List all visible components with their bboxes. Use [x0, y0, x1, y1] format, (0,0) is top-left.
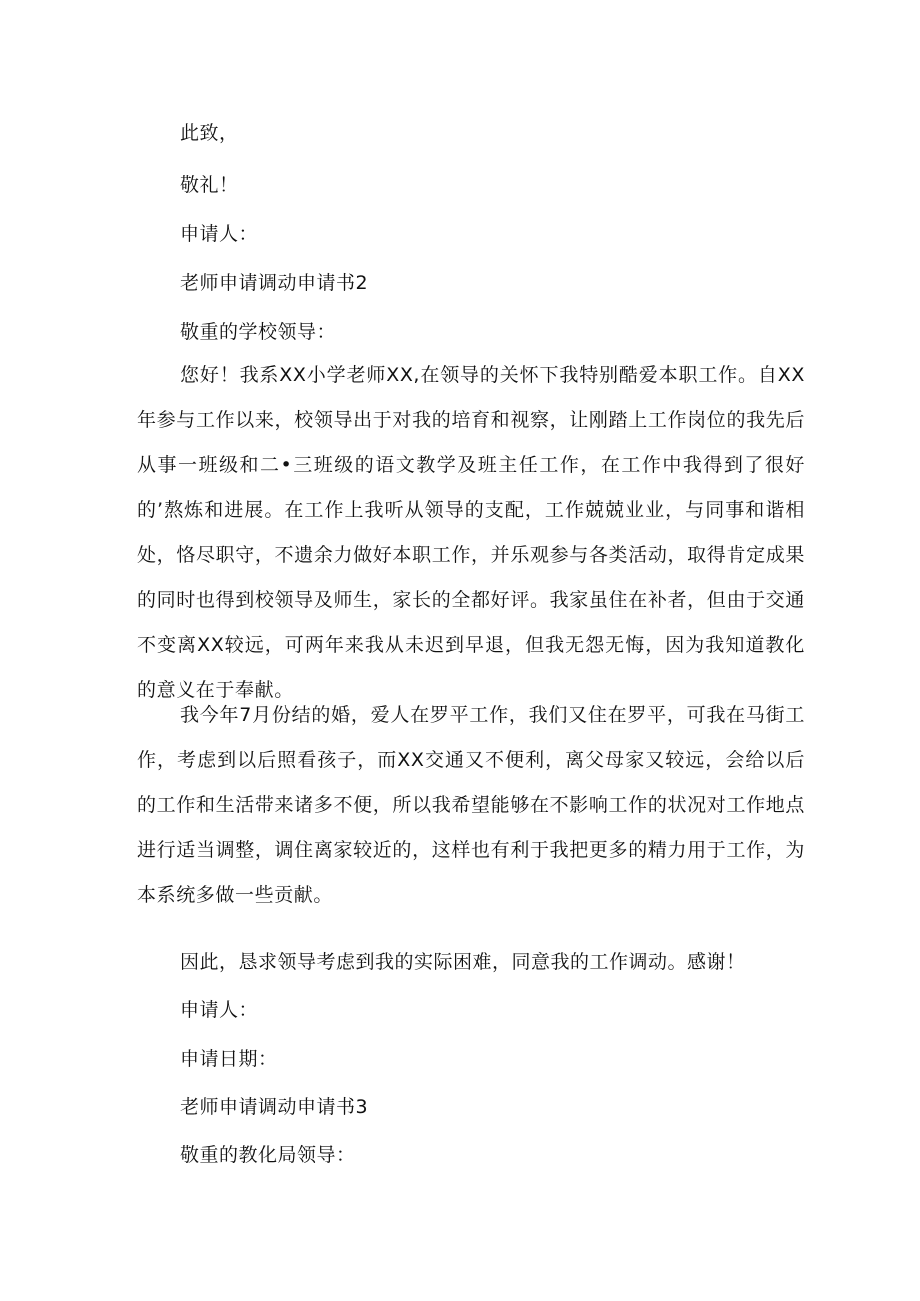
letter-2-paragraph-1: 您好！我系XX小学老师XX,在领导的关怀下我特别酷爱本职工作。自XX年参与工作以来，校领导出于对我的培育和视察，让刚踏上工作岗位的我先后从事一班级和二•三班级的语文教学及班主任工作，在工作中我得到了很好的’熬炼和进展。在工作上我听从领导的支配，工作兢兢业业，与同事和谐相处，恪尽职守，不遗余力做好本职工作，并乐观参与各类活动，取得肯定成果的同时也得到校领导及师生，家长的全都好评。我家虽住在补者，但由于交通不变离XX较远，可两年来我从未迟到早退，但我无怨无悔，因为我知道教化的意义在于奉献。 [137, 364, 805, 701]
applicant-label-2: 申请人： [180, 999, 259, 1021]
letter-3-title: 老师申请调动申请书3 [180, 1096, 369, 1118]
letter-2-paragraph-3: 因此，恳求领导考虑到我的实际困难，同意我的工作调动。感谢！ [180, 951, 746, 973]
letter-2-paragraph-2: 我今年7月份结的婚，爱人在罗平工作，我们又住在罗平，可我在马街工作，考虑到以后照看孩子，而XX交通又不便利，离父母家又较远，会给以后的工作和生活带来诸多不便，所以我希望能够在不影响工作的状况对工作地点进行适当调整，调住离家较近的，这样也有利于我把更多的精力用于工作，为本系统多做一些贡献。 [137, 704, 805, 906]
applicant-label: 申请人： [180, 223, 259, 245]
closing-line: 此致， [180, 122, 239, 144]
letter-2-greeting: 敬重的学校领导： [180, 321, 337, 343]
salute-line: 敬礼！ [180, 174, 239, 196]
apply-date-label: 申请日期： [180, 1048, 278, 1070]
letter-2-title: 老师申请调动申请书2 [180, 272, 369, 294]
letter-3-greeting: 敬重的教化局领导： [180, 1144, 356, 1166]
